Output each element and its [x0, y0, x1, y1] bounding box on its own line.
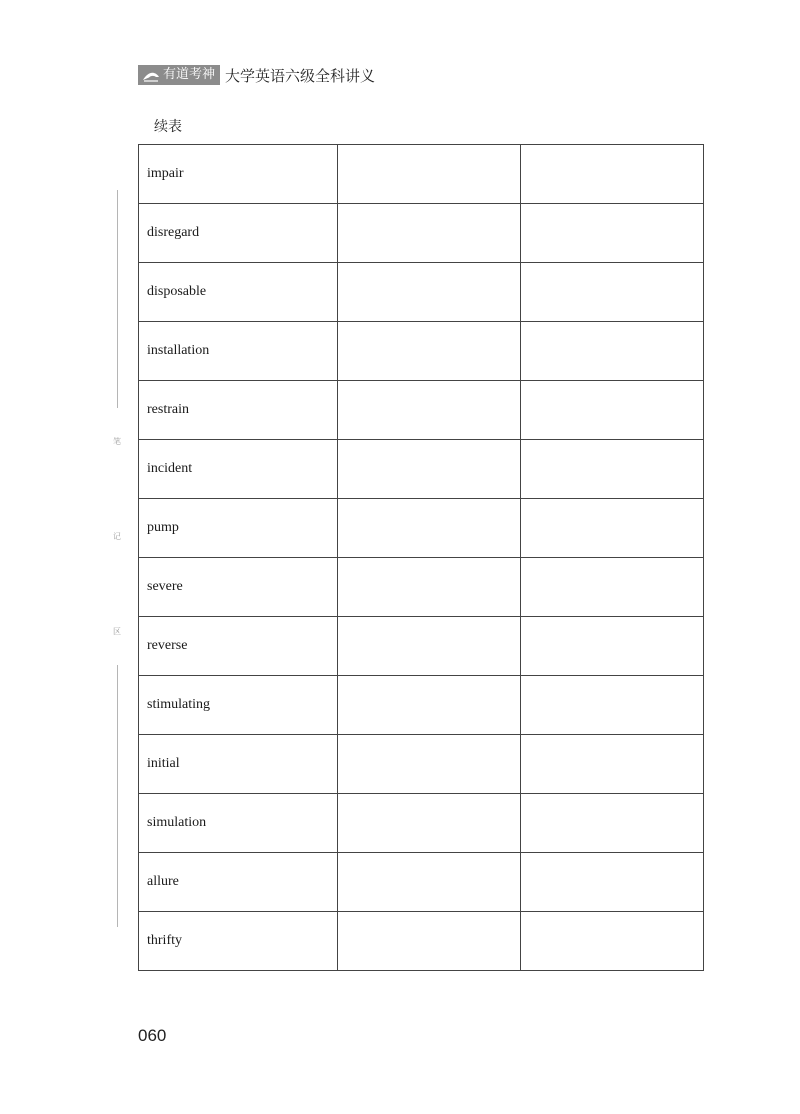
word-cell: allure — [139, 853, 338, 912]
blank-cell[interactable] — [338, 794, 521, 853]
notes-margin-line-top — [117, 190, 118, 408]
blank-cell[interactable] — [521, 558, 704, 617]
blank-cell[interactable] — [338, 263, 521, 322]
word-cell: thrifty — [139, 912, 338, 971]
table-row — [139, 617, 704, 676]
notes-margin-line-bottom — [117, 665, 118, 927]
brand-badge — [138, 65, 220, 85]
blank-cell[interactable] — [338, 322, 521, 381]
blank-cell[interactable] — [338, 617, 521, 676]
table-row — [139, 145, 704, 204]
page-number: 060 — [138, 1026, 167, 1045]
blank-cell[interactable] — [521, 440, 704, 499]
blank-cell[interactable] — [521, 912, 704, 971]
table-row — [139, 558, 704, 617]
table-row — [139, 499, 704, 558]
blank-cell[interactable] — [338, 853, 521, 912]
blank-cell[interactable] — [338, 381, 521, 440]
blank-cell[interactable] — [521, 263, 704, 322]
blank-cell[interactable] — [521, 204, 704, 263]
brand-logo-icon — [142, 68, 160, 82]
table-row — [139, 322, 704, 381]
continued-label: 续表 — [154, 119, 182, 135]
word-cell: impair — [139, 145, 338, 204]
blank-cell[interactable] — [338, 676, 521, 735]
blank-cell[interactable] — [338, 204, 521, 263]
blank-cell[interactable] — [338, 735, 521, 794]
word-cell: pump — [139, 499, 338, 558]
brand-name: 有道考神 — [163, 67, 216, 82]
table-row — [139, 676, 704, 735]
word-cell: initial — [139, 735, 338, 794]
page-header — [138, 64, 375, 86]
word-cell: disregard — [139, 204, 338, 263]
table-row — [139, 735, 704, 794]
notes-margin-char-2: 记 — [113, 532, 121, 541]
notes-margin-char-1: 笔 — [113, 437, 121, 446]
word-cell: simulation — [139, 794, 338, 853]
word-cell: incident — [139, 440, 338, 499]
table-row — [139, 381, 704, 440]
word-cell: disposable — [139, 263, 338, 322]
word-cell: restrain — [139, 381, 338, 440]
table-row — [139, 263, 704, 322]
book-title: 大学英语六级全科讲义 — [225, 66, 376, 85]
blank-cell[interactable] — [521, 735, 704, 794]
table-row — [139, 853, 704, 912]
blank-cell[interactable] — [521, 676, 704, 735]
word-cell: reverse — [139, 617, 338, 676]
blank-cell[interactable] — [521, 381, 704, 440]
table-row — [139, 204, 704, 263]
blank-cell[interactable] — [338, 912, 521, 971]
blank-cell[interactable] — [338, 558, 521, 617]
table-row — [139, 794, 704, 853]
blank-cell[interactable] — [338, 499, 521, 558]
blank-cell[interactable] — [521, 617, 704, 676]
blank-cell[interactable] — [521, 853, 704, 912]
vocabulary-table — [138, 144, 704, 971]
blank-cell[interactable] — [521, 145, 704, 204]
blank-cell[interactable] — [521, 794, 704, 853]
notes-margin-char-3: 区 — [113, 627, 121, 636]
blank-cell[interactable] — [338, 145, 521, 204]
table-row — [139, 912, 704, 971]
word-cell: installation — [139, 322, 338, 381]
table-row — [139, 440, 704, 499]
blank-cell[interactable] — [338, 440, 521, 499]
word-cell: stimulating — [139, 676, 338, 735]
blank-cell[interactable] — [521, 499, 704, 558]
word-cell: severe — [139, 558, 338, 617]
blank-cell[interactable] — [521, 322, 704, 381]
